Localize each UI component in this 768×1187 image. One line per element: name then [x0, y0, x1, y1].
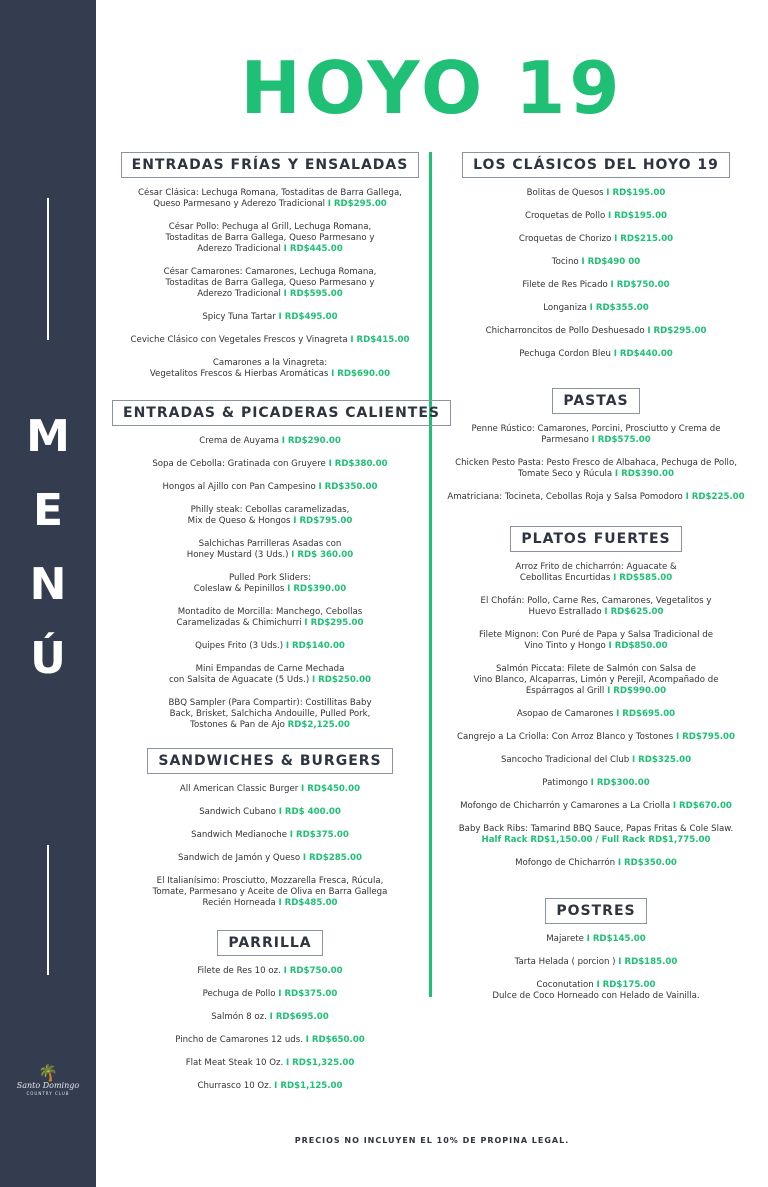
sidebar-letter: E: [32, 485, 64, 536]
logo-script-text: Santo Domingo: [16, 1081, 80, 1090]
logo-subtitle: COUNTRY CLUB: [26, 1091, 70, 1096]
menu-item: [112, 459, 428, 470]
menu-item-price: I RD$195.00: [606, 188, 666, 198]
menu-item-price: I RD$690.00: [331, 369, 391, 379]
menu-item-text: Croquetas de Pollo: [524, 211, 608, 221]
menu-item: [112, 807, 428, 818]
section-title: ENTRADAS FRÍAS Y ENSALADAS: [121, 152, 420, 178]
menu-item-text: Cangrejo a La Criolla: Con Arroz Blanco y Tostones: [456, 732, 676, 742]
menu-item-text: Filete de Res 10 oz.: [197, 966, 284, 976]
menu-item: [112, 1081, 428, 1092]
menu-item: [112, 1012, 428, 1023]
menu-item: [440, 980, 752, 1002]
sidebar-divider-top: [47, 198, 49, 340]
menu-item-price: RD$2,125.00: [287, 720, 350, 730]
menu-item-price: I RD$225.00: [685, 492, 745, 502]
sidebar-letter: N: [29, 559, 67, 610]
menu-item-price: I RD$1,125.00: [274, 1081, 343, 1091]
menu-item-price: I RD$415.00: [350, 335, 410, 345]
menu-item-price: I RD$300.00: [590, 778, 650, 788]
section-clasicos: [440, 152, 752, 372]
menu-item-text: Amatriciana: Tocineta, Cebollas Roja y Salsa Pomodoro: [447, 492, 686, 502]
menu-item-text: Mofongo de Chicharrón: [515, 858, 618, 868]
menu-item-price: I RD$990.00: [607, 686, 667, 696]
menu-item: [112, 1058, 428, 1069]
menu-item: [112, 641, 428, 652]
menu-item-text: Ceviche Clásico con Vegetales Frescos y Vinagreta: [130, 335, 351, 345]
menu-item-price: I RD$295.00: [327, 199, 387, 209]
menu-item-price: I RD$440.00: [613, 349, 673, 359]
menu-item-text: Montadito de Morcilla: Manchego, Cebollas Caramelizadas & Chimichurri: [176, 607, 363, 628]
menu-item-price: I RD$650.00: [305, 1035, 365, 1045]
menu-item-text: Chicken Pesto Pasta: Pesto Fresco de Albahaca, Pechuga de Pollo, Tomate Seco y Rúcula: [455, 458, 737, 479]
menu-item: [440, 934, 752, 945]
menu-item: [440, 664, 752, 697]
menu-item-price: I RD$ 360.00: [291, 550, 354, 560]
menu-item-text: Filete Mignon: Con Puré de Papa y Salsa Tradicional de Vino Tinto y Hongo: [478, 630, 714, 651]
menu-item: [440, 188, 752, 199]
menu-item-price: I RD$140.00: [285, 641, 345, 651]
menu-item-price: I RD$375.00: [289, 830, 349, 840]
sidebar-menu-word: [0, 400, 96, 696]
menu-item-price: I RD$350.00: [318, 482, 378, 492]
menu-item-price: I RD$445.00: [283, 244, 343, 254]
menu-item-text: Filete de Res Picado: [522, 280, 611, 290]
menu-item-price: I RD$285.00: [302, 853, 362, 863]
menu-item: [112, 539, 428, 561]
section-entradas-calientes: [112, 400, 440, 743]
menu-item-price: I RD$795.00: [293, 516, 353, 526]
menu-item: [440, 424, 752, 446]
menu-item: [440, 957, 752, 968]
menu-item: [440, 562, 752, 584]
menu-item-text: Philly steak: Cebollas caramelizadas, Mix de Queso & Hongos: [187, 505, 350, 526]
menu-item-text: Coconutation: [536, 980, 597, 990]
section-title: LOS CLÁSICOS DEL HOYO 19: [462, 152, 730, 178]
menu-item: [112, 698, 428, 731]
club-logo: [12, 1065, 84, 1115]
menu-item-text: Asopao de Camarones: [516, 709, 617, 719]
section-title: PLATOS FUERTES: [510, 526, 681, 552]
menu-item-price: I RD$ 400.00: [278, 807, 341, 817]
menu-item: [440, 211, 752, 222]
menu-item: [112, 505, 428, 527]
menu-item-price: I RD$485.00: [278, 898, 338, 908]
sidebar-letter: M: [26, 411, 70, 462]
menu-item-price: I RD$380.00: [328, 459, 388, 469]
menu-item-price: I RD$195.00: [607, 211, 668, 221]
menu-item-text: Hongos al Ajillo con Pan Campesino: [162, 482, 319, 492]
menu-item-price: I RD$375.00: [278, 989, 338, 999]
section-sandwiches: [112, 748, 428, 921]
menu-item: [112, 830, 428, 841]
menu-item-text: Camarones a la Vinagreta: Vegetalitos Frescos & Hierbas Aromáticas: [149, 358, 329, 379]
menu-item-price: I RD$495.00: [278, 312, 338, 322]
menu-item: [112, 784, 428, 795]
menu-item: [112, 573, 428, 595]
menu-item: [112, 607, 428, 629]
menu-item: [112, 436, 428, 447]
section-title: POSTRES: [545, 898, 646, 924]
menu-item: [112, 853, 428, 864]
section-parrilla: [112, 930, 428, 1104]
menu-item-price: I RD$355.00: [589, 303, 649, 313]
menu-item: [440, 732, 752, 743]
menu-item: [440, 709, 752, 720]
menu-item-text: Salmón Piccata: Filete de Salmón con Salsa de Vino Blanco, Alcaparras, Limón y Perejil, Acompañado de Espárragos al Grill: [473, 664, 719, 696]
menu-item-text: All American Classic Burger: [179, 784, 302, 794]
menu-item-text: El Italianísimo: Prosciutto, Mozzarella Fresca, Rúcula, Tomate, Parmesano y Aceite de Oliva en Barra Gallega Recién Horneada: [152, 876, 388, 908]
section-title: ENTRADAS & PICADERAS CALIENTES: [112, 400, 451, 426]
menu-item-price: I RD$250.00: [311, 675, 372, 685]
menu-item-text: Mini Empandas de Carne Mechada con Salsita de Aguacate (5 Uds.): [168, 664, 345, 685]
menu-item: [440, 458, 752, 480]
menu-item: [440, 801, 752, 812]
menu-item-description: Dulce de Coco Horneado con Helado de Vainilla.: [492, 991, 700, 1001]
menu-item: [440, 824, 752, 846]
menu-item-price: I RD$390.00: [614, 469, 675, 479]
section-pastas: [440, 388, 752, 515]
menu-item: [440, 326, 752, 337]
section-title: SANDWICHES & BURGERS: [147, 748, 392, 774]
menu-item-price: I RD$750.00: [283, 966, 343, 976]
page-title: HOYO 19: [240, 46, 624, 130]
menu-item: [112, 312, 428, 323]
menu-item-text: César Pollo: Pechuga al Grill, Lechuga Romana, Tostaditas de Barra Gallega, Queso Parmesano y Aderezo Tradicional: [165, 222, 375, 254]
menu-item-text: Tocino: [551, 257, 582, 267]
menu-item-text: Longaniza: [543, 303, 590, 313]
menu-item-text: Sopa de Cebolla: Gratinada con Gruyere: [152, 459, 329, 469]
sidebar-letter: Ú: [30, 633, 66, 684]
column-divider: [429, 152, 432, 997]
sidebar-divider-bottom: [47, 845, 49, 975]
menu-item: [440, 303, 752, 314]
menu-item-text: Crema de Auyama: [199, 436, 282, 446]
menu-item-text: Churrasco 10 Oz.: [197, 1081, 275, 1091]
menu-item-text: Pechuga de Pollo: [202, 989, 279, 999]
menu-item-text: Baby Back Ribs: Tamarind BBQ Sauce, Papas Fritas & Cole Slaw.: [458, 824, 734, 834]
menu-item-price: I RD$175.00: [596, 980, 656, 990]
menu-item-price: I RD$695.00: [269, 1012, 329, 1022]
menu-item: [440, 630, 752, 652]
menu-item: [440, 755, 752, 766]
menu-item-price: I RD$290.00: [281, 436, 341, 446]
menu-item-price: I RD$185.00: [618, 957, 678, 967]
menu-item: [112, 482, 428, 493]
menu-item-text: Patimongo: [542, 778, 591, 788]
menu-item-price: I RD$575.00: [591, 435, 651, 445]
menu-item: [112, 1035, 428, 1046]
menu-item-text: Croquetas de Chorizo: [518, 234, 615, 244]
menu-item-text: Mofongo de Chicharrón y Camarones a La Criolla: [460, 801, 673, 811]
menu-item: [440, 858, 752, 869]
menu-item-price: Half Rack RD$1,150.00 / Full Rack RD$1,775.00: [481, 835, 711, 845]
menu-item-price: I RD$850.00: [608, 641, 668, 651]
menu-item-price: I RD$595.00: [283, 289, 343, 299]
menu-item: [440, 257, 752, 268]
menu-item-price: I RD$625.00: [604, 607, 664, 617]
menu-item-text: Flat Meat Steak 10 Oz.: [185, 1058, 286, 1068]
menu-item-text: Sandwich Cubano: [199, 807, 279, 817]
menu-item-text: Tarta Helada ( porcion ): [514, 957, 619, 967]
menu-item-price: I RD$490 00: [581, 257, 641, 267]
menu-item-text: Pulled Pork Sliders: Coleslaw & Pepinillos: [193, 573, 311, 594]
menu-item-text: Arroz Frito de chicharrón: Aguacate & Cebollitas Encurtidas: [515, 562, 677, 583]
menu-item-text: César Camarones: Camarones, Lechuga Romana, Tostaditas de Barra Gallega, Queso Parmesano y Aderezo Tradicional: [163, 267, 377, 299]
section-title: PASTAS: [552, 388, 639, 414]
menu-item-text: Sandwich de Jamón y Queso: [178, 853, 303, 863]
menu-item-price: I RD$350.00: [617, 858, 677, 868]
section-platos-fuertes: [440, 526, 752, 881]
menu-item-text: César Clásica: Lechuga Romana, Tostaditas de Barra Gallega, Queso Parmesano y Aderezo Tradicional: [138, 188, 402, 209]
menu-item-text: Bolitas de Quesos: [526, 188, 607, 198]
menu-item: [112, 664, 428, 686]
menu-item: [440, 349, 752, 360]
menu-item-price: I RD$295.00: [647, 326, 707, 336]
menu-item-text: Salmón 8 oz.: [211, 1012, 270, 1022]
menu-item: [112, 876, 428, 909]
section-title: PARRILLA: [217, 930, 322, 956]
menu-item-price: I RD$585.00: [613, 573, 673, 583]
menu-item-text: Pincho de Camarones 12 uds.: [175, 1035, 306, 1045]
palm-tree-icon: 🌴: [38, 1063, 58, 1082]
menu-item-text: Pechuga Cordon Bleu: [519, 349, 614, 359]
menu-item-text: Sandwich Medianoche: [191, 830, 290, 840]
menu-item: [112, 222, 428, 255]
menu-item-text: Penne Rústico: Camarones, Porcini, Prosciutto y Crema de Parmesano: [471, 424, 721, 445]
sidebar: [0, 0, 96, 1187]
menu-item: [112, 188, 428, 210]
menu-item-text: Quipes Frito (3 Uds.): [195, 641, 286, 651]
menu-item: [112, 335, 428, 346]
menu-item-text: El Chofán: Pollo, Carne Res, Camarones, Vegetalitos y Huevo Estrallado: [480, 596, 712, 617]
menu-item: [112, 358, 428, 380]
menu-item: [440, 492, 752, 503]
section-postres: [440, 898, 752, 1014]
menu-item-text: Chicharroncitos de Pollo Deshuesado: [485, 326, 648, 336]
menu-item-price: I RD$295.00: [304, 618, 364, 628]
menu-item-price: I RD$450.00: [301, 784, 361, 794]
menu-item-text: Majarete: [546, 934, 587, 944]
footer-note: PRECIOS NO INCLUYEN EL 10% DE PROPINA LEGAL.: [294, 1136, 570, 1145]
menu-item-price: I RD$795.00: [675, 732, 736, 742]
menu-item-price: I RD$215.00: [614, 234, 674, 244]
menu-item-text: Spicy Tuna Tartar: [202, 312, 279, 322]
menu-item: [112, 989, 428, 1000]
menu-item: [440, 234, 752, 245]
menu-item-price: I RD$750.00: [610, 280, 670, 290]
menu-item-price: I RD$695.00: [616, 709, 676, 719]
menu-item: [440, 596, 752, 618]
menu-item-text: Sancocho Tradicional del Club: [500, 755, 632, 765]
menu-item: [112, 267, 428, 300]
menu-item: [440, 280, 752, 291]
menu-item-price: I RD$390.00: [287, 584, 347, 594]
menu-item-text: BBQ Sampler (Para Compartir): Costillitas Baby Back, Brisket, Salchicha Andouille, Pulled Pork, Tostones & Pan de Ajo: [168, 698, 372, 730]
menu-item-text: Salchichas Parrilleras Asadas con Honey Mustard (3 Uds.): [186, 539, 342, 560]
menu-item: [440, 778, 752, 789]
menu-item-price: I RD$145.00: [586, 934, 646, 944]
section-entradas-frias: [112, 152, 428, 392]
menu-item-price: I RD$325.00: [631, 755, 692, 765]
menu-item-price: I RD$670.00: [672, 801, 732, 811]
menu-item-price: I RD$1,325.00: [285, 1058, 355, 1068]
menu-item: [112, 966, 428, 977]
